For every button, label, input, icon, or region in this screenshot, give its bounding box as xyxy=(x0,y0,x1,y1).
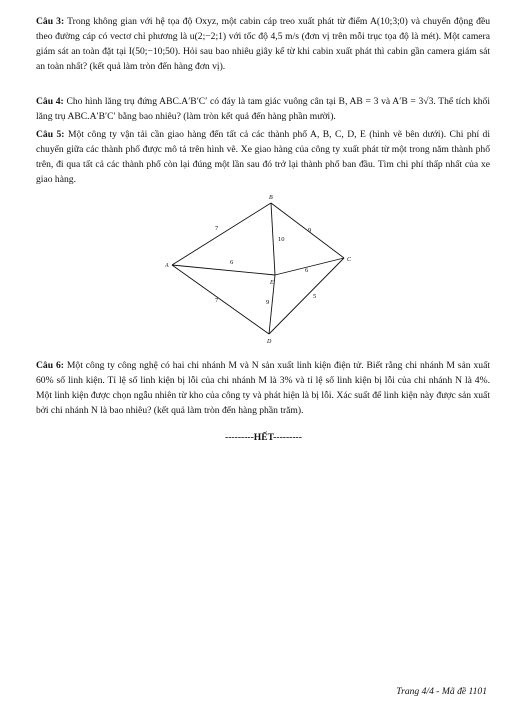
vertex-a-label: A xyxy=(165,263,169,269)
question-4-text: Cho hình lăng trụ đứng ABC.A′B′C′ có đáy là tam giác vuông cân tại B, AB = 3 và A′B = 3√3. Thể tích khối lăng trụ ABC.A′B′C′ bằng bao nhiêu? (làm tròn kết quả đến hàng phần mười). xyxy=(36,96,490,122)
question-3 xyxy=(36,14,490,74)
weight-e-c: 6 xyxy=(305,267,309,274)
question-6 xyxy=(36,358,490,418)
question-5-text: Một công ty vận tải cần giao hàng đến tất cả các thành phố A, B, C, D, E (hình vẽ bên dưới). Chi phí di chuyển giữa các thành phố được mô tả trên hình vẽ. Xe giao hàng của công ty xuất phát từ một trong năm thành phố trên, đi qua tất cả các thành phố còn lại đúng một lần sau đó trở lại thành phố ban đầu. Tìm chi phí thấp nhất của xe giao hàng. xyxy=(36,129,491,185)
question-5-label: Câu 5: xyxy=(36,129,65,140)
question-4 xyxy=(36,94,490,124)
question-6-label: Câu 6: xyxy=(36,360,64,371)
weight-a-d: 7 xyxy=(215,297,219,304)
weight-a-b: 7 xyxy=(215,225,219,232)
question-3-label: Câu 3: xyxy=(36,16,65,27)
vertex-d-label: D xyxy=(267,339,272,345)
edge-a-b xyxy=(172,203,271,265)
end-mark: ---------HẾT--------- xyxy=(225,432,302,443)
weight-b-e: 10 xyxy=(278,236,285,243)
vertex-b-label: B xyxy=(269,195,273,201)
edge-a-e xyxy=(172,265,275,275)
edge-b-e xyxy=(271,203,275,275)
weight-e-d: 9 xyxy=(266,299,270,306)
vertex-e-label: E xyxy=(270,280,274,286)
delivery-graph xyxy=(160,192,360,352)
question-3-text: Trong không gian với hệ tọa độ Oxyz, một cabin cáp treo xuất phát từ điểm A(10;3;0) và chuyển động đều theo đường cáp có vectơ chỉ phương là u(2;−2;1) với tốc độ 4,5 m/s (đơn vị trên mỗi trục tọa độ là mét). Một camera giám sát an toàn đặt tại I(50;−10;50). Hỏi sau bao nhiêu giây kể từ khi cabin xuất phát thì cabin gần camera giám sát an toàn nhất? (kết quả làm tròn đến hàng đơn vị). xyxy=(36,16,491,72)
weight-c-d: 5 xyxy=(313,293,317,300)
delivery-graph-figure xyxy=(160,192,360,352)
edge-a-d xyxy=(172,265,269,334)
vertex-c-label: C xyxy=(347,257,352,263)
edge-e-c xyxy=(275,258,344,275)
weight-b-c: 9 xyxy=(308,227,312,234)
question-4-label: Câu 4: xyxy=(36,96,64,107)
page-footer: Trang 4/4 - Mã đề 1101 xyxy=(396,686,487,697)
question-6-text: Một công ty công nghệ có hai chi nhánh M và N sản xuất linh kiện điện tử. Biết rằng chi nhánh M sản xuất 60% số linh kiện. Tỉ lệ số linh kiện bị lỗi của chi nhánh M là 3% và tỉ lệ số linh kiện bị lỗi của chi nhánh N là 4%. Một linh kiện được chọn ngẫu nhiên từ kho của công ty và phát hiện là bị lỗi. Xác suất để linh kiện này được sản xuất bởi chi nhánh N là bao nhiêu? (kết quả làm tròn đến hàng phần trăm). xyxy=(36,360,490,416)
weight-a-e: 6 xyxy=(230,259,234,266)
question-5 xyxy=(36,127,490,187)
